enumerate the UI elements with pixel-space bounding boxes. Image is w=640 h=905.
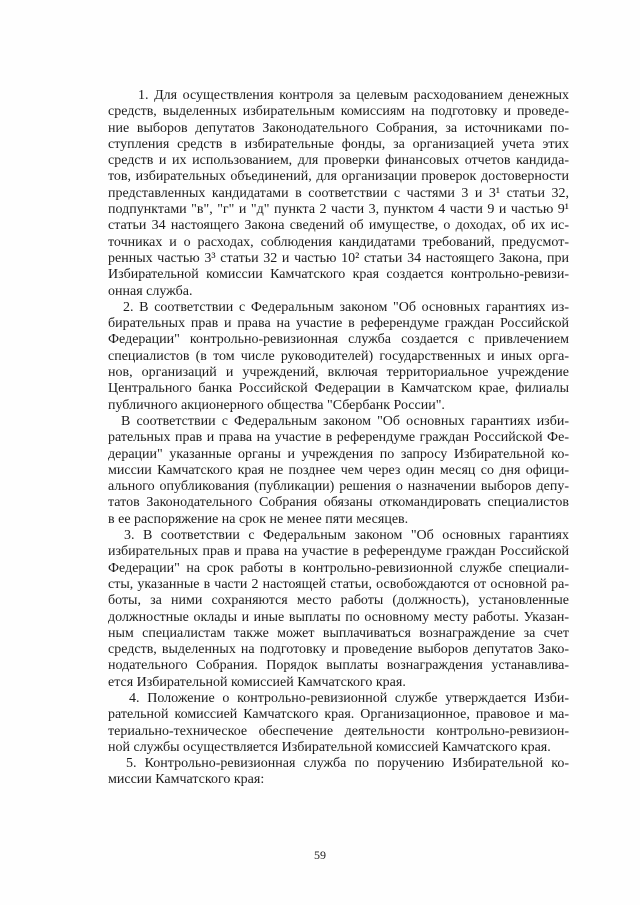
text-line: онная служба. [108,283,193,299]
paragraph [108,528,569,691]
text-line: средств и их использованием, для проверки финансовых отчетов кандида- [108,153,569,169]
text-line: ной службы осуществляется Избирательной комиссией Камчатского края. [108,739,551,755]
text-line: рательной комиссией Камчатского края. Организационное, правовое и ма- [108,707,569,723]
text-line: подпунктами "в", "г" и "д" пункта 2 части 3, пунктом 4 части 9 и частью 9¹ [108,202,569,218]
text-line: статьи 34 настоящего Закона сведений об имуществе, о доходах, об их ис- [108,218,569,234]
text-line: Центрального банка Российской Федерации в Камчатском крае, филиалы [108,381,569,397]
text-line: средств, выделенных на подготовку и проведение выборов депутатов Зако- [108,642,569,658]
text-line: точниках и о расходах, соблюдения кандидатами требований, предусмот- [108,234,569,250]
text-line: рательных прав и права на участие в референдуме граждан Российской Фе- [108,430,569,446]
paragraph [108,414,569,528]
text-line: ального опубликования (публикации) решения о назначении выборов депу- [108,479,569,495]
text-line: избирательных прав и права на участие в референдуме граждан Российской [108,544,569,560]
text-line: 3. В соответствии с Федеральным законом "Об основных гарантиях [124,528,569,544]
text-line: миссии Камчатского края: [108,772,265,788]
text-line: ется Избирательной комиссией Камчатского края. [108,674,406,690]
text-line: ние выборов депутатов Законодательного Собрания, за источниками по- [108,120,569,136]
text-line: нов, организаций и учреждений, включая территориальное учреждение [108,365,569,381]
paragraph [108,300,569,414]
text-line: тов, избирательных объединений, для организации проверок достоверности [108,169,569,185]
text-line: ным специалистам также может выплачиваться вознаграждение за счет [108,625,569,641]
paragraph [108,88,569,300]
text-line: сты, указанные в части 2 настоящей статьи, освобождаются от основной ра- [108,576,569,592]
text-line: териально-техническое обеспечение деятельности контрольно-ревизион- [108,723,569,739]
text-line: 1. Для осуществления контроля за целевым расходованием денежных [138,88,569,103]
text-line: в ее распоряжение на срок не менее пяти месяцев. [108,511,409,527]
page-number: 59 [314,848,326,862]
text-line: бирательных прав и права на участие в референдуме граждан Российской [108,316,569,332]
text-line: нодательного Собрания. Порядок выплаты вознаграждения устанавлива- [108,658,569,674]
text-line: Избирательной комиссии Камчатского края создается контрольно-ревизи- [108,267,569,283]
text-line: Федерации" на срок работы в контрольно-ревизионной службе специали- [108,560,569,576]
paragraph [108,756,569,789]
text-line: татов Законодательного Собрания обязаны откомандировать специалистов [108,495,569,511]
text-line: средств, выделенных избирательным комиссиям на подготовку и проведе- [108,104,569,120]
paragraph [108,691,569,756]
text-line: Федерации" контрольно-ревизионная служба создается с привлечением [108,332,569,348]
text-line: ступления средств в избирательные фонды, за организацией учета этих [108,136,569,152]
text-line: 5. Контрольно-ревизионная служба по поручению Избирательной ко- [126,756,569,772]
text-line: должностные оклады и иные выплаты по основному месту работы. Указан- [108,609,569,625]
document-body [108,88,569,789]
text-line: миссии Камчатского края не позднее чем через один месяц со дня офици- [108,462,569,478]
text-line: В соответствии с Федеральным законом "Об основных гарантиях изби- [121,413,569,429]
text-line: специалистов (в том числе руководителей) государственных и иных орга- [108,348,569,364]
text-line: представленных кандидатами в соответствии с частями 3 и 3¹ статьи 32, [108,185,569,201]
text-line: дерации" указанные органы и учреждения по запросу Избирательной ко- [108,446,569,462]
text-line: публичного акционерного общества "Сбербанк России". [108,397,445,413]
text-line: ренных частью 3³ статьи 32 и частью 10² статьи 34 настоящего Закона, при [108,250,569,266]
text-line: боты, за ними сохраняются место работы (должность), установленные [108,593,569,609]
text-line: 4. Положение о контрольно-ревизионной службе утверждается Изби- [129,690,569,706]
text-line: 2. В соответствии с Федеральным законом "Об основных гарантиях из- [123,299,569,315]
